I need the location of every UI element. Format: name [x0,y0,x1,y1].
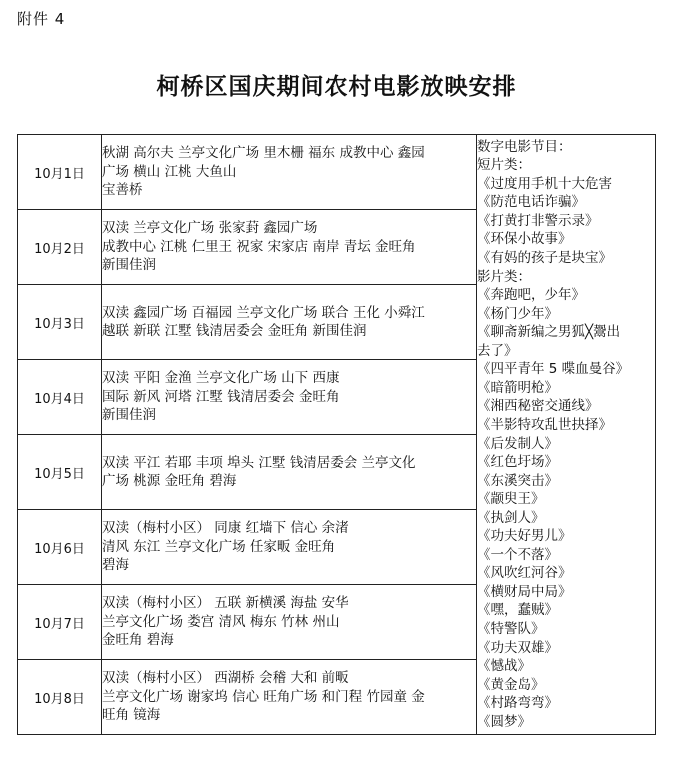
location-line: 广场 桃源 金旺角 碧海 [102,473,237,489]
location-line: 双渎（梅村小区） 五联 新横溪 海盐 安华 [102,595,349,612]
film-item: 《颛臾王》 [477,491,545,508]
date-cell: 10月3日 [18,285,102,360]
film-item: 《功夫好男儿》 [477,528,572,545]
film-item: 《功夫双雄》 [477,639,558,656]
film-item: 《特警队》 [477,620,545,637]
film-item: 《村路弯弯》 [477,695,558,712]
film-item: 《打黄打非警示录》 [477,212,599,229]
film-item: 《执剑人》 [477,509,545,526]
locations-cell [102,660,477,735]
date-cell: 10月2日 [18,210,102,285]
location-line: 双渎 鑫园广场 百福园 兰亭文化广场 联合 王化 小舜江 [102,304,425,321]
location-line: 双渎 平阳 金渔 兰亭文化广场 山下 西康 [102,370,340,387]
film-item: 《黄金岛》 [477,676,545,693]
film-item: 影片类： [477,268,531,285]
location-line: 双渎（梅村小区） 西湖桥 会稽 大和 前畈 [102,670,349,687]
film-item: 《聊斋新编之男狐╳鬶出 [477,324,621,341]
page-title: 柯桥区国庆期间农村电影放映安排 [156,74,517,100]
location-line: 成教中心 江桃 仁里王 祝家 宋家店 南岸 青坛 金旺角 [102,238,416,255]
date-cell: 10月1日 [18,135,102,210]
film-item: 《嘿，蠢贼》 [477,602,558,619]
location-line: 兰亭文化广场 娄宫 清风 梅东 竹林 州山 [102,613,340,630]
location-line: 新围佳润 [102,257,156,274]
film-item: 短片类： [477,157,531,174]
schedule-table [17,134,656,735]
film-item: 《红色圩场》 [477,454,558,471]
film-list-cell [477,135,656,735]
locations-cell [102,210,477,285]
location-line: 清风 东江 兰亭文化广场 任家畈 金旺角 [102,538,336,555]
location-line: 旺角 镜海 [102,707,161,724]
film-item: 《圆梦》 [477,713,531,730]
film-item: 《暗箭明枪》 [477,379,558,396]
film-item: 《东溪突击》 [477,472,558,489]
film-item: 《半影特攻乱世抉择》 [477,416,612,433]
location-line: 越联 新联 江墅 钱清居委会 金旺角 新围佳润 [102,323,367,339]
date-cell: 10月5日 [18,435,102,510]
location-line: 秋湖 高尔夫 兰亭文化广场 里木栅 福东 成教中心 鑫园 [102,145,425,162]
location-line: 广场 横山 江桃 大鱼山 [102,163,237,180]
location-line: 国际 新风 河塔 江墅 钱清居委会 金旺角 [102,388,340,405]
locations-cell [102,360,477,435]
film-item: 《后发制人》 [477,435,558,452]
film-item: 《环保小故事》 [477,231,572,248]
location-line: 金旺角 碧海 [102,632,174,649]
film-item: 《防范电话诈骗》 [477,194,585,211]
film-item: 《憾战》 [477,658,531,675]
location-line: 双渎（梅村小区） 同康 红墙下 信心 余渚 [102,520,349,537]
film-item: 《风吹红河谷》 [477,565,572,582]
locations-cell [102,285,477,360]
location-line: 宝善桥 [102,182,143,199]
film-item: 《过度用手机十大危害 [477,175,612,192]
location-line: 双渎 兰亭文化广场 张家葑 鑫园广场 [102,220,318,237]
locations-cell [102,510,477,585]
location-line: 双渎 平江 若耶 丰项 埠头 江墅 钱清居委会 兰亭文化 [102,454,416,471]
film-item: 数字电影节目： [477,138,572,155]
locations-cell [102,435,477,510]
film-item: 《一个不落》 [477,546,558,563]
film-item: 《有妈的孩子是块宝》 [477,250,612,267]
schedule-row [18,135,656,210]
film-item: 《杨门少年》 [477,305,558,322]
locations-cell [102,135,477,210]
location-line: 碧海 [102,557,129,574]
date-cell: 10月6日 [18,510,102,585]
film-item: 《横财局中局》 [477,583,572,600]
film-item: 去了》 [477,342,518,359]
film-item: 《湘西秘密交通线》 [477,398,599,415]
film-item: 《四平青年 5 喋血曼谷》 [477,361,630,378]
locations-cell [102,585,477,660]
date-cell: 10月8日 [18,660,102,735]
attachment-label: 附件 4 [17,10,66,28]
date-cell: 10月4日 [18,360,102,435]
date-cell: 10月7日 [18,585,102,660]
location-line: 兰亭文化广场 谢家坞 信心 旺角广场 和门程 竹园童 金 [102,688,425,705]
film-item: 《奔跑吧，少年》 [477,287,585,304]
location-line: 新围佳润 [102,407,156,424]
